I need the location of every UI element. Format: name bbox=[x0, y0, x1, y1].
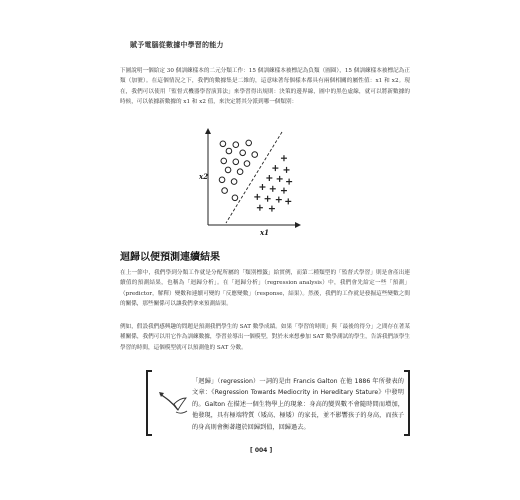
positive-sample-plus bbox=[285, 198, 291, 204]
negative-sample-circle bbox=[226, 148, 232, 154]
positive-sample-plus bbox=[265, 196, 271, 202]
negative-sample-circle bbox=[233, 142, 239, 148]
negative-sample-circle bbox=[219, 177, 225, 183]
regression-paragraph: 在上一節中，我們學到分類工作就是分配所屬的「類別標籤」給實例，而第二種類型的「監督式學習」則是會產出連續值的預測結果，也稱為「迴歸分析」。在「迴歸分析」（regression analysis）中，我們會先給定一些「預測」（predictor，解釋）變數和連續可變的「反應變數」（response，結果）。然後，我們的工作就是發掘這些變數之間的關係，那些關係可以讓我們拿來預測結果。 bbox=[120, 270, 410, 307]
negative-sample-circle bbox=[240, 150, 246, 156]
section-title: 迴歸以便預測連續結果 bbox=[120, 252, 220, 263]
negative-sample-circle bbox=[225, 167, 231, 173]
positive-samples bbox=[254, 155, 292, 211]
positive-sample-plus bbox=[286, 179, 292, 185]
positive-sample-plus bbox=[277, 176, 283, 182]
negative-samples bbox=[219, 140, 257, 201]
negative-sample-circle bbox=[231, 179, 237, 185]
positive-sample-plus bbox=[276, 197, 282, 203]
running-header: 賦予電腦從數據中學習的能力 bbox=[130, 41, 224, 49]
positive-sample-plus bbox=[281, 188, 287, 194]
note-bracket-right bbox=[404, 370, 410, 436]
negative-sample-circle bbox=[246, 140, 252, 146]
classification-figure bbox=[198, 127, 302, 237]
scatter-plot bbox=[198, 127, 302, 237]
positive-sample-plus bbox=[281, 155, 287, 161]
negative-sample-circle bbox=[221, 158, 227, 164]
positive-sample-plus bbox=[254, 194, 260, 200]
intro-paragraph: 下圖說明一個給定 30 個訓練樣本的二元分類工作：15 個訓練樣本被標記為負類（圓圈），15 個訓練樣本被標記為正類（加號）。在這個情況之下，我們的數據集是二維的，這意味著每個樣本都具有兩個相關的屬性值：x1 和 x2。現在，我們可以使用「監督式機器學習演算法」來學習得出規則：決策的邊界線，圖中的黑色虛線，就可以將新數據的時候，可以依據新數據的 x1 和 x2 值，來決定將其分派到哪一個類別： bbox=[120, 68, 410, 105]
x-axis-label: x1 bbox=[260, 228, 270, 237]
negative-sample-circle bbox=[222, 188, 228, 194]
negative-sample-circle bbox=[244, 161, 250, 167]
negative-sample-circle bbox=[252, 152, 258, 158]
positive-sample-plus bbox=[270, 186, 276, 192]
positive-sample-plus bbox=[266, 175, 272, 181]
quill-pen-icon bbox=[156, 388, 190, 418]
positive-sample-plus bbox=[257, 205, 263, 211]
positive-sample-plus bbox=[269, 206, 275, 212]
negative-sample-circle bbox=[237, 169, 243, 175]
negative-sample-circle bbox=[233, 159, 239, 165]
positive-sample-plus bbox=[284, 167, 290, 173]
note-bracket-left bbox=[146, 370, 152, 436]
example-paragraph: 例如，假設我們感興趣的問題是預測我們學生的 SAT 數學成績。如果「學習的時間」與「最後的得分」之間存在著某種關係，我們可以用它作為訓練數據，學習並導出一個模型，對於未來想參加 SAT 數學測試的學生，告訴我們該學生學習的時間，這個模型就可以預測他的 SAT 分數。 bbox=[120, 324, 410, 351]
note-text: 「迴歸」（regression）一詞的是由 Francis Galton 在他 1886 年所發表的文章：《Regression Towards Mediocrity in Hereditary Stature》中發明的。Galton 在描述一個生物學上的現象：身高的變異數不會隨時間而增加，他發現，具有極端特質（矮高、極矮）的家長，並不影響孩子的身高，而孩子的身高則會衡著趨於回歸到值，回歸過去。 bbox=[192, 378, 404, 431]
positive-sample-plus bbox=[259, 184, 265, 190]
page-number: [ 004 ] bbox=[250, 447, 273, 454]
negative-sample-circle bbox=[232, 195, 238, 201]
y-axis-label: x2 bbox=[199, 172, 209, 181]
positive-sample-plus bbox=[272, 165, 278, 171]
negative-sample-circle bbox=[220, 141, 226, 147]
decision-boundary bbox=[226, 132, 282, 223]
note-box bbox=[146, 370, 410, 436]
